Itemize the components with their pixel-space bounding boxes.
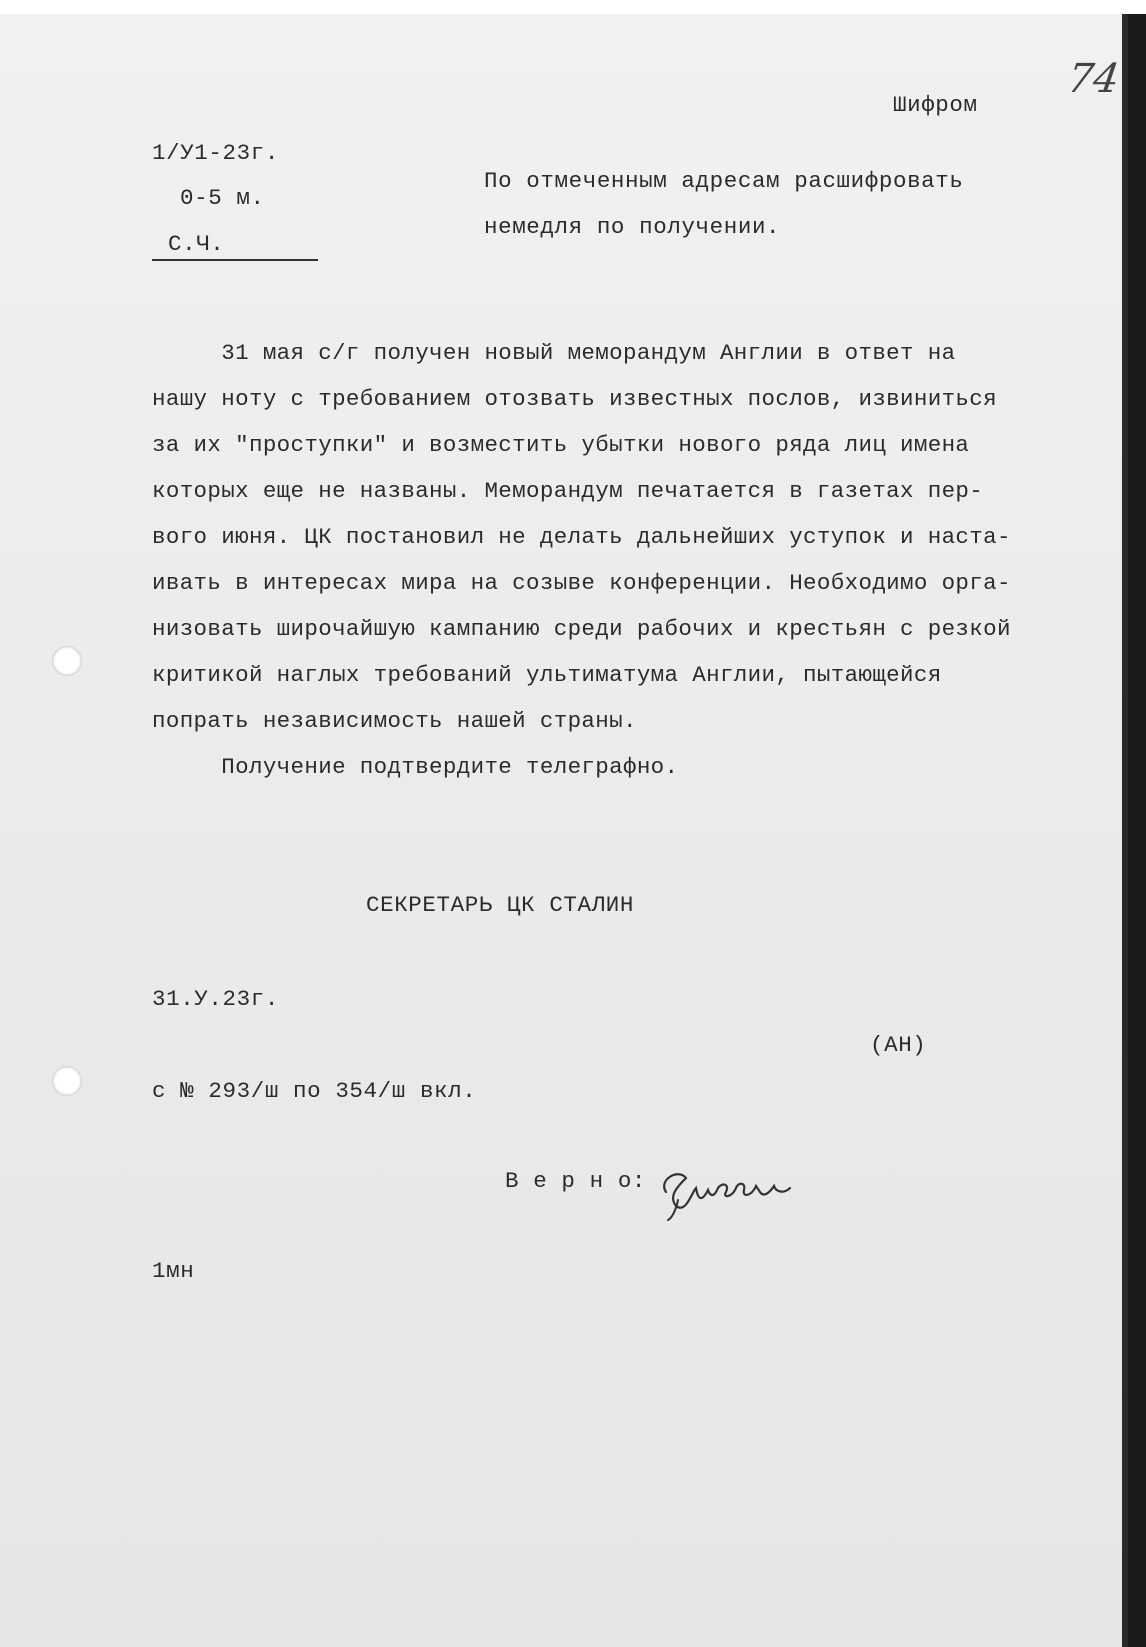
top-scan-strip [0,0,1146,14]
classification-label: Шифром [893,92,978,118]
number-range: с № 293/ш по 354/ш вкл. [152,1078,477,1104]
page-number: 74 [1064,56,1123,102]
body-line: нашу ноту с требованием отозвать известных послов, извиниться [152,386,997,412]
body-line: низовать широчайшую кампанию среди рабочих и крестьян с резкой [152,616,1011,642]
mark-left: С.Ч. [168,231,225,257]
operator-initials: (АН) [870,1032,927,1058]
punch-hole [52,646,82,676]
certified-label: В е р н о: [505,1168,647,1194]
punch-hole [52,1066,82,1096]
signature-block: СЕКРЕТАРЬ ЦК СТАЛИН [366,892,634,918]
body-line: критикой наглых требований ультиматума Англии, пытающейся [152,662,942,688]
copies-note: 1мн [152,1258,195,1284]
instruction-line-1: По отмеченным адресам расшифровать [484,168,964,194]
body-line: за их "проступки" и возместить убытки нового ряда лиц имена [152,432,970,458]
confirmation-line: Получение подтвердите телеграфно. [152,754,679,780]
body-line: вого июня. ЦК постановил не делать дальнейших уступок и наста- [152,524,1011,550]
instruction-line-2: немедля по получении. [484,214,781,240]
body-line: которых еще не названы. Меморандум печатается в газетах пер- [152,478,984,504]
body-line: попрать независимость нашей страны. [152,708,637,734]
header-underline [152,259,318,261]
body-line: ивать в интересах мира на созыве конференции. Необходимо орга- [152,570,1011,596]
date-left: 1/У1-23г. [152,140,279,166]
body-line: 31 мая с/г получен новый меморандум Англии в ответ на [152,340,956,366]
time-left: 0-5 м. [180,185,265,211]
handwritten-signature [656,1162,796,1222]
footer-date: 31.У.23г. [152,986,279,1012]
